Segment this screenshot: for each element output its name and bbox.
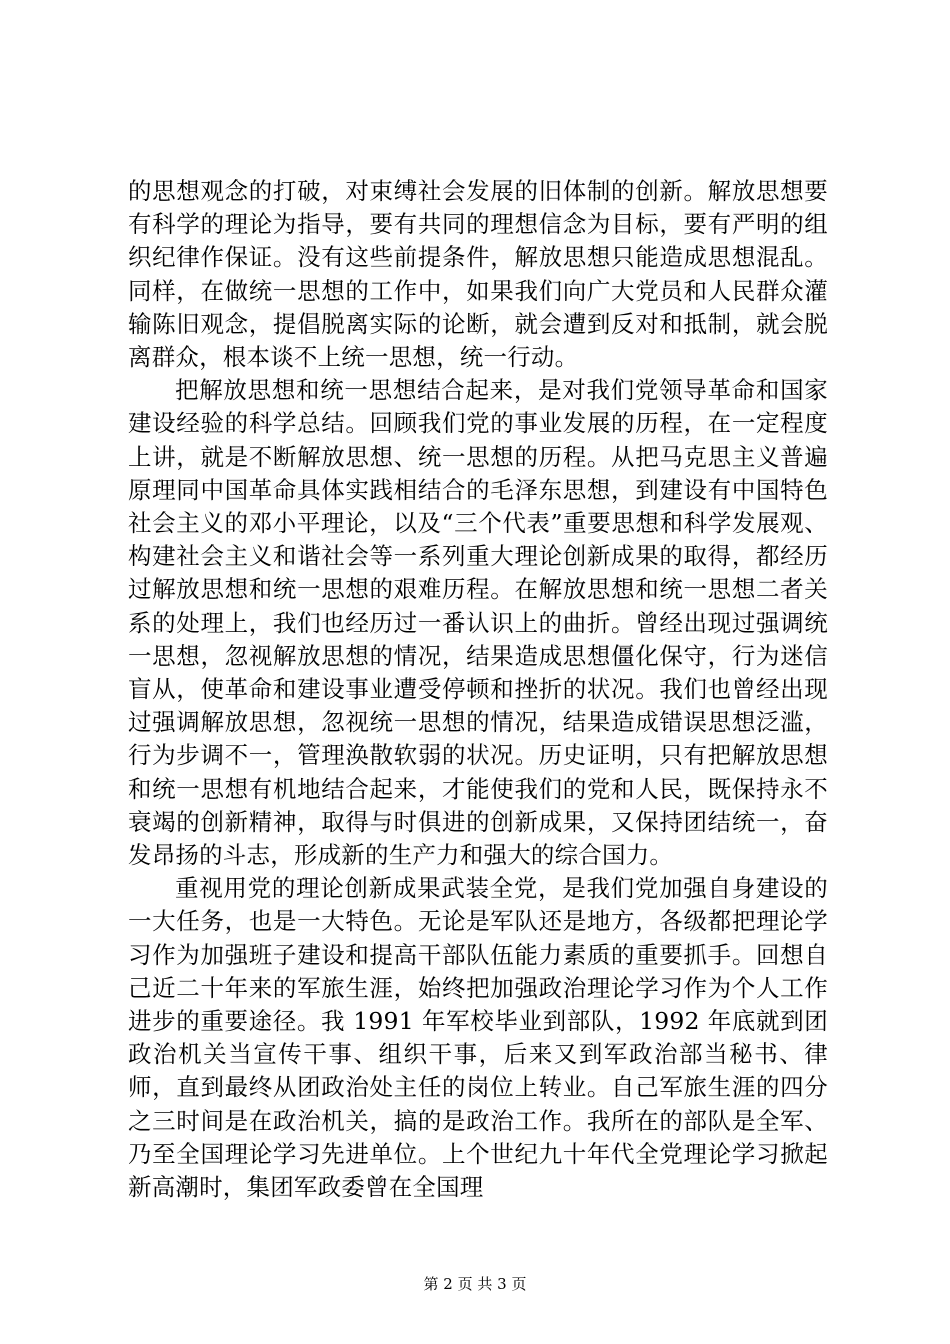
paragraph-3: 重视用党的理论创新成果武装全党，是我们党加强自身建设的一大任务，也是一大特色。无论是军队还是地方，各级都把理论学习作为加强班子建设和提高干部队伍能力素质的重要抓手。回想自己近二十年来的军旅生涯，始终把加强政治理论学习作为个人工作进步的重要途径。我 1991 年军校毕业到部队，1992 年底就到团政治机关当宣传干事、组织干事，后来又到军政治部当秘书、律师，直到最终从团政治处主任的岗位上转业。自己军旅生涯的四分之三时间是在政治机关，搞的是政治工作。我所在的部队是全军、乃至全国理论学习先进单位。上个世纪九十年代全党理论学习掀起新高潮时，集团军政委曾在全国理 — [128, 874, 828, 1202]
body-text — [128, 175, 828, 1204]
page-footer: 第 2 页 共 3 页 — [423, 1275, 527, 1293]
paragraph-1: 的思想观念的打破，对束缚社会发展的旧体制的创新。解放思想要有科学的理论为指导，要有共同的理想信念为目标，要有严明的组织纪律作保证。没有这些前提条件，解放思想只能造成思想混乱。同样，在做统一思想的工作中，如果我们向广大党员和人民群众灌输陈旧观念，提倡脱离实际的论断，就会遭到反对和抵制，就会脱离群众，根本谈不上统一思想，统一行动。 — [128, 177, 828, 372]
paragraph-2: 把解放思想和统一思想结合起来，是对我们党领导革命和国家建设经验的科学总结。回顾我们党的事业发展的历程，在一定程度上讲，就是不断解放思想、统一思想的历程。从把马克思主义普遍原理同中国革命具体实践相结合的毛泽东思想，到建设有中国特色社会主义的邓小平理论，以及“三个代表”重要思想和科学发展观、构建社会主义和谐社会等一系列重大理论创新成果的取得，都经历过解放思想和统一思想的艰难历程。在解放思想和统一思想二者关系的处理上，我们也经历过一番认识上的曲折。曾经出现过强调统一思想，忽视解放思想的情况，结果造成思想僵化保守，行为迷信盲从，使革命和建设事业遭受停顿和挫折的状况。我们也曾经出现过强调解放思想，忽视统一思想的情况，结果造成错误思想泛滥，行为步调不一，管理涣散软弱的状况。历史证明，只有把解放思想和统一思想有机地结合起来，才能使我们的党和人民，既保持永不衰竭的创新精神，取得与时俱进的创新成果，又保持团结统一，奋发昂扬的斗志，形成新的生产力和强大的综合国力。 — [128, 376, 828, 870]
